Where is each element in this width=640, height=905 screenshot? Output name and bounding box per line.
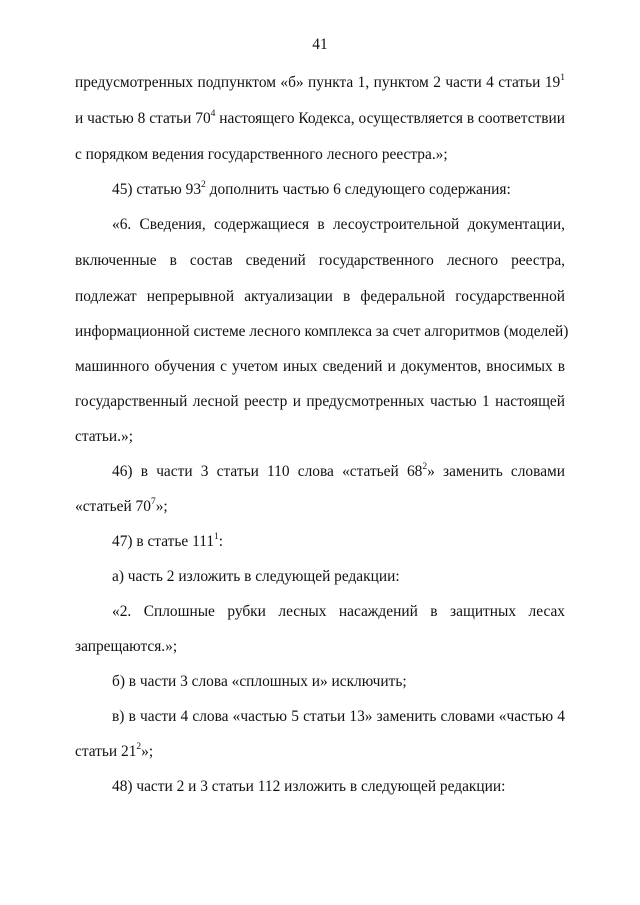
text-line: 46) в части 3 статьи 110 слова «статьей $68^2$» заменить словами [112,462,565,480]
text-line: «6. Сведения, содержащиеся в лесоустроительной документации, [112,216,565,233]
superscript: 1 [560,73,565,83]
text-line: машинного обучения с учетом иных сведений и документов, вносимых в [75,358,565,375]
superscript: 7 [150,497,156,507]
text-line: б) в части 3 слова «сплошных и» исключить; [112,673,407,690]
text-line: 48) части 2 и 3 статьи 112 изложить в следующей редакции: [112,778,506,795]
text-line: включенные в состав сведений государственного лесного реестра, [75,252,565,269]
text-line: подлежат непрерывной актуализации в федеральной государственной [75,288,565,305]
text-line: статьи.»; [75,428,133,445]
text-line: статьи $21^2$»; [75,742,154,760]
superscript: 2 [136,742,142,752]
text-line: с порядком ведения государственного лесного реестра.»; [75,146,448,163]
text-line: «2. Сплошные рубки лесных насаждений в защитных лесах [112,603,565,620]
text-line: 47) в статье $111^1$: [112,532,224,550]
superscript: 1 [214,532,219,542]
text-line: а) часть 2 изложить в следующей редакции: [112,568,400,585]
text-line: предусмотренных подпунктом «б» пункта 1, пунктом 2 части 4 статьи $19^1$ [75,73,565,91]
text-line: в) в части 4 слова «частью 5 статьи 13» заменить словами «частью 4 [112,708,565,725]
page-number: 41 [312,36,328,53]
superscript: 4 [210,109,216,119]
text-line: 45) статью $93^2$ дополнить частью 6 следующего содержания: [112,180,511,198]
superscript: 2 [201,180,206,190]
text-line: «статьей $70^7$»; [75,497,168,515]
text-line: информационной системе лесного комплекса за счет алгоритмов (моделей) [75,323,569,340]
text-line: и частью 8 статьи $70^4$ настоящего Кодекса, осуществляется в соответствии [75,109,565,127]
text-line: запрещаются.»; [75,638,178,655]
text-line: государственный лесной реестр и предусмотренных частью 1 настоящей [75,393,565,410]
superscript: 2 [422,462,428,472]
